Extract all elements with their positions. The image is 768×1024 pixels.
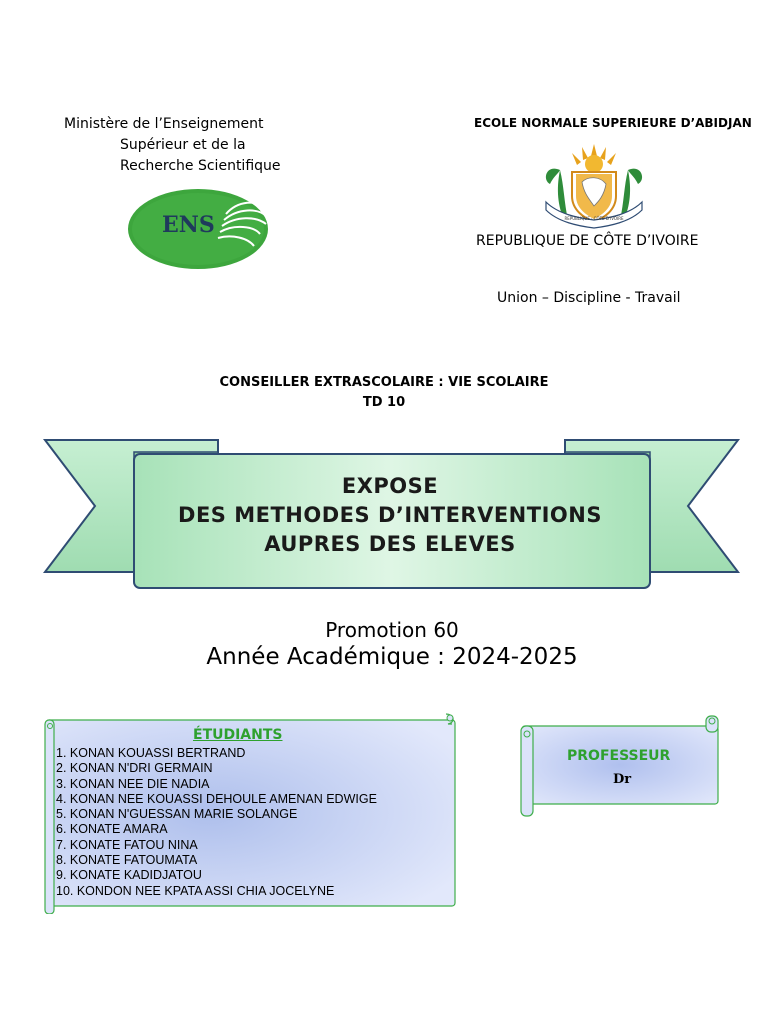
- professor-scroll: [518, 712, 722, 818]
- banner-line-1: EXPOSE: [341, 474, 439, 498]
- school-title: ECOLE NORMALE SUPERIEURE D’ABIDJAN: [474, 116, 752, 130]
- list-item: 4. KONAN NEE KOUASSI DEHOULE AMENAN EDWIGE: [56, 791, 377, 806]
- academic-year: Année Académique : 2024-2025: [206, 644, 578, 670]
- ministry-header: [64, 114, 324, 177]
- coat-of-arms-icon: [538, 140, 650, 232]
- banner-title: [130, 472, 650, 559]
- ministry-line-1: Ministère de l’Enseignement: [64, 116, 264, 132]
- ministry-line-3: Recherche Scientifique: [120, 158, 281, 174]
- national-motto: Union – Discipline - Travail: [497, 290, 681, 306]
- list-item: 7. KONATE FATOU NINA: [56, 837, 198, 852]
- list-item: 10. KONDON NEE KPATA ASSI CHIA JOCELYNE: [56, 883, 335, 898]
- students-list: [56, 746, 377, 899]
- banner-line-3: AUPRES DES ELEVES: [264, 532, 516, 556]
- course-heading: [0, 373, 768, 413]
- coat-of-arms-lettering: REPUBLIQUE · CÔTE D'IVOIRE: [564, 216, 624, 221]
- list-item: 6. KONATE AMARA: [56, 822, 168, 837]
- course-line-2: TD 10: [362, 395, 406, 410]
- banner-line-2: DES METHODES D’INTERVENTIONS: [178, 503, 602, 527]
- students-title: ÉTUDIANTS: [193, 727, 283, 743]
- professor-name: Dr: [613, 772, 632, 787]
- list-item: 1. KONAN KOUASSI BERTRAND: [56, 746, 246, 760]
- promotion: Promotion 60: [325, 618, 459, 642]
- list-item: 9. KONATE KADIDJATOU: [56, 868, 202, 883]
- republic-title: REPUBLIQUE DE CÔTE D’IVOIRE: [476, 233, 699, 249]
- ens-logo: [108, 186, 314, 272]
- list-item: 8. KONATE FATOUMATA: [56, 853, 198, 868]
- list-item: 5. KONAN N'GUESSAN MARIE SOLANGE: [56, 807, 298, 822]
- list-item: 2. KONAN N'DRI GERMAIN: [56, 761, 213, 776]
- ens-logo-text: ENS: [162, 212, 215, 238]
- ministry-line-2: Supérieur et de la: [120, 137, 246, 153]
- professor-title: PROFESSEUR: [567, 748, 671, 764]
- course-line-1: CONSEILLER EXTRASCOLAIRE : VIE SCOLAIRE: [219, 375, 549, 390]
- list-item: 3. KONAN NEE DIE NADIA: [56, 776, 210, 791]
